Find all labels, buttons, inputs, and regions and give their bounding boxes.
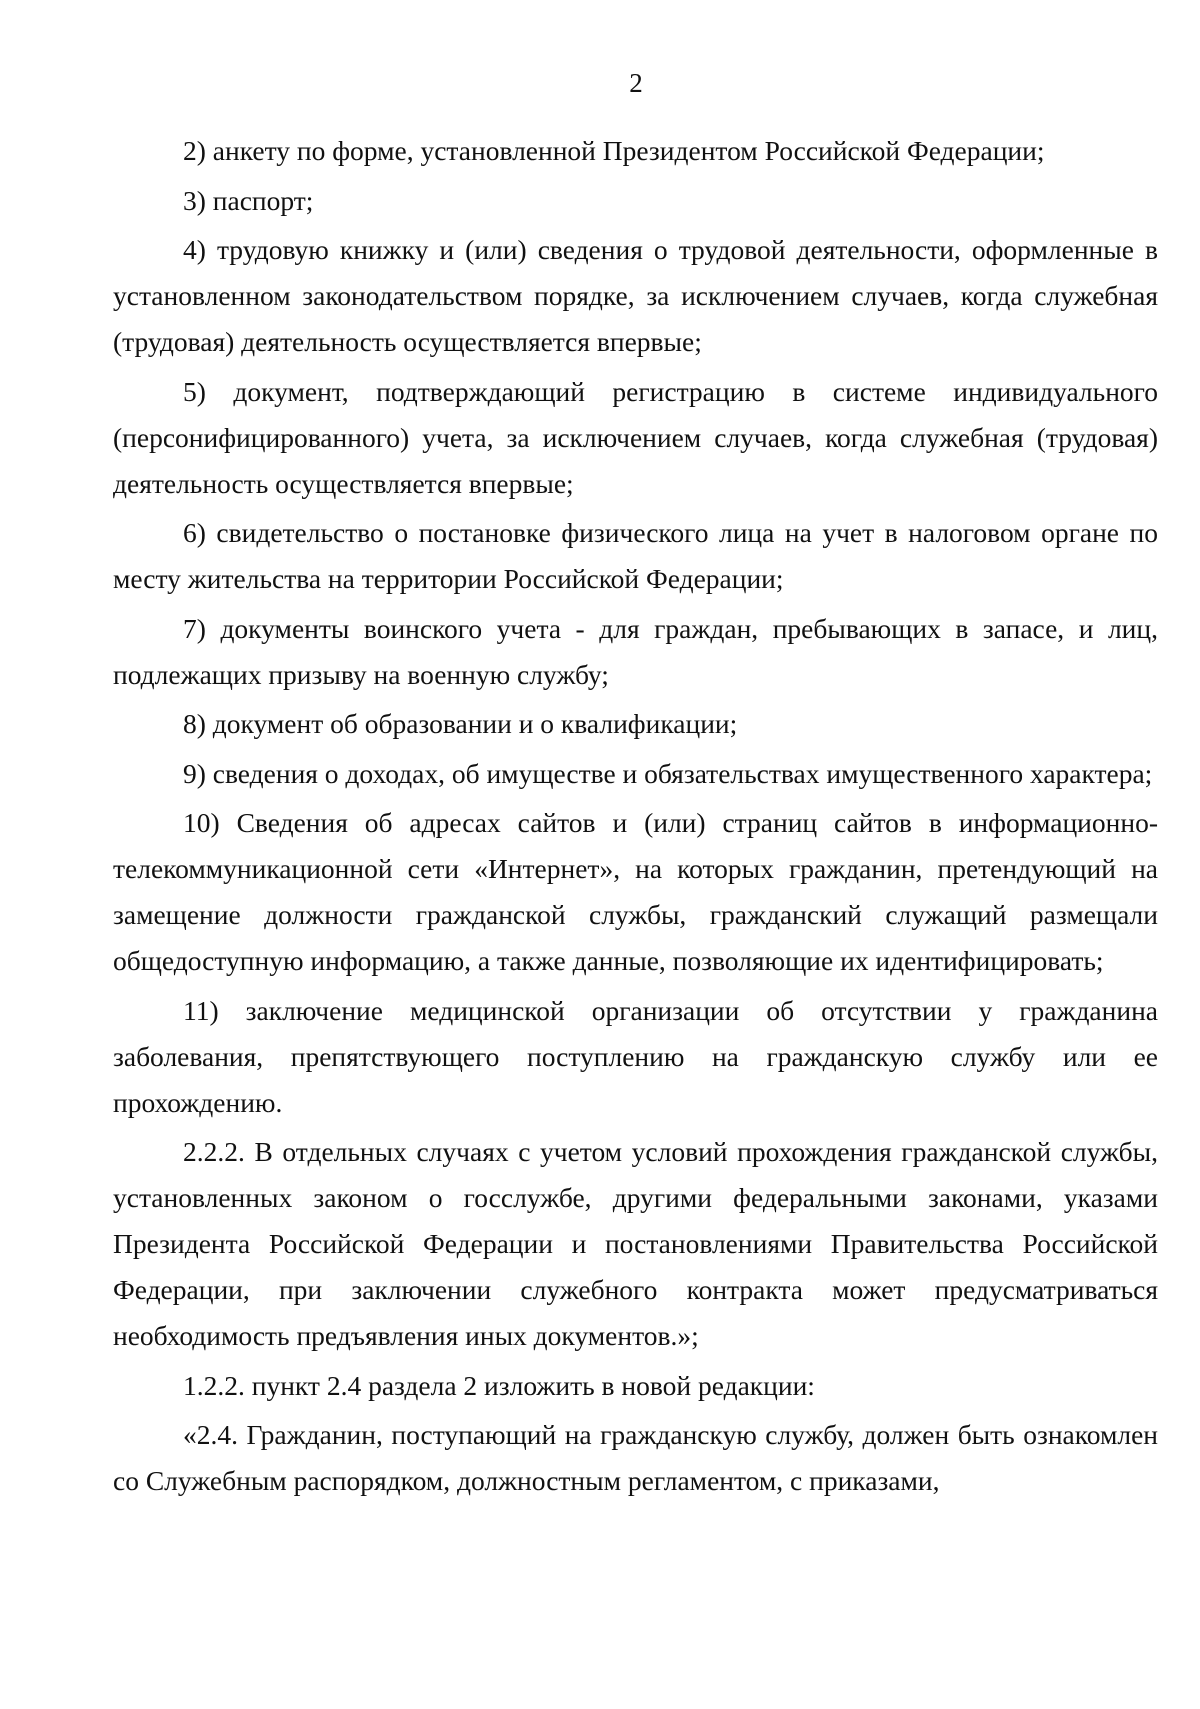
paragraph-item-8: 8) документ об образовании и о квалификации; xyxy=(183,708,738,739)
paragraph-item-3: 3) паспорт; xyxy=(183,184,314,216)
paragraph-clause-1-2-2: 1.2.2. пункт 2.4 раздела 2 изложить в новой редакции: xyxy=(183,1369,815,1401)
paragraph-item-6: 6) свидетельство о постановке физического лица на учет в налоговом органе по месту жительства на территории Российской Федерации; xyxy=(113,517,1158,594)
paragraph-item-5: 5) документ, подтверждающий регистрацию в системе индивидуального (персонифицированного) учета, за исключением случаев, когда служебная (трудовая) деятельность осуществляется впервые; xyxy=(113,375,1158,499)
paragraph-item-2: 2) анкету по форме, установленной Президентом Российской Федерации; xyxy=(183,135,1045,166)
document-body xyxy=(113,128,1158,1508)
paragraph-item-9: 9) сведения о доходах, об имуществе и обязательствах имущественного характера; xyxy=(183,757,1153,789)
paragraph-item-10: 10) Сведения об адресах сайтов и (или) страниц сайтов в информационно-телекоммуникационной сети «Интернет», на которых гражданин, претендующий на замещение должности гражданской службы, гражданский служащий размещали общедоступную информацию, а также данные, позволяющие их идентифицировать; xyxy=(113,807,1158,976)
paragraph-item-4: 4) трудовую книжку и (или) сведения о трудовой деятельности, оформленные в установленном законодательством порядке, за исключением случаев, когда служебная (трудовая) деятельность осуществляется впервые; xyxy=(113,234,1158,357)
paragraph-item-11: 11) заключение медицинской организации об отсутствии у гражданина заболевания, препятствующего поступлению на гражданскую службу или ее прохождению. xyxy=(113,994,1158,1118)
page-number: 2 xyxy=(629,68,643,98)
paragraph-item-7: 7) документы воинского учета - для граждан, пребывающих в запасе, и лиц, подлежащих призыву на военную службу; xyxy=(113,612,1158,690)
paragraph-clause-2-4: «2.4. Гражданин, поступающий на гражданскую службу, должен быть ознакомлен со Служебным распорядком, должностным регламентом, с приказами, xyxy=(113,1419,1158,1496)
paragraph-clause-2-2-2: 2.2.2. В отдельных случаях с учетом условий прохождения гражданской службы, установленных законом о госслужбе, другими федеральными законами, указами Президента Российской Федерации и постановлениями Правительства Российской Федерации, при заключении служебного контракта может предусматриваться необходимость предъявления иных документов.»; xyxy=(113,1136,1158,1351)
